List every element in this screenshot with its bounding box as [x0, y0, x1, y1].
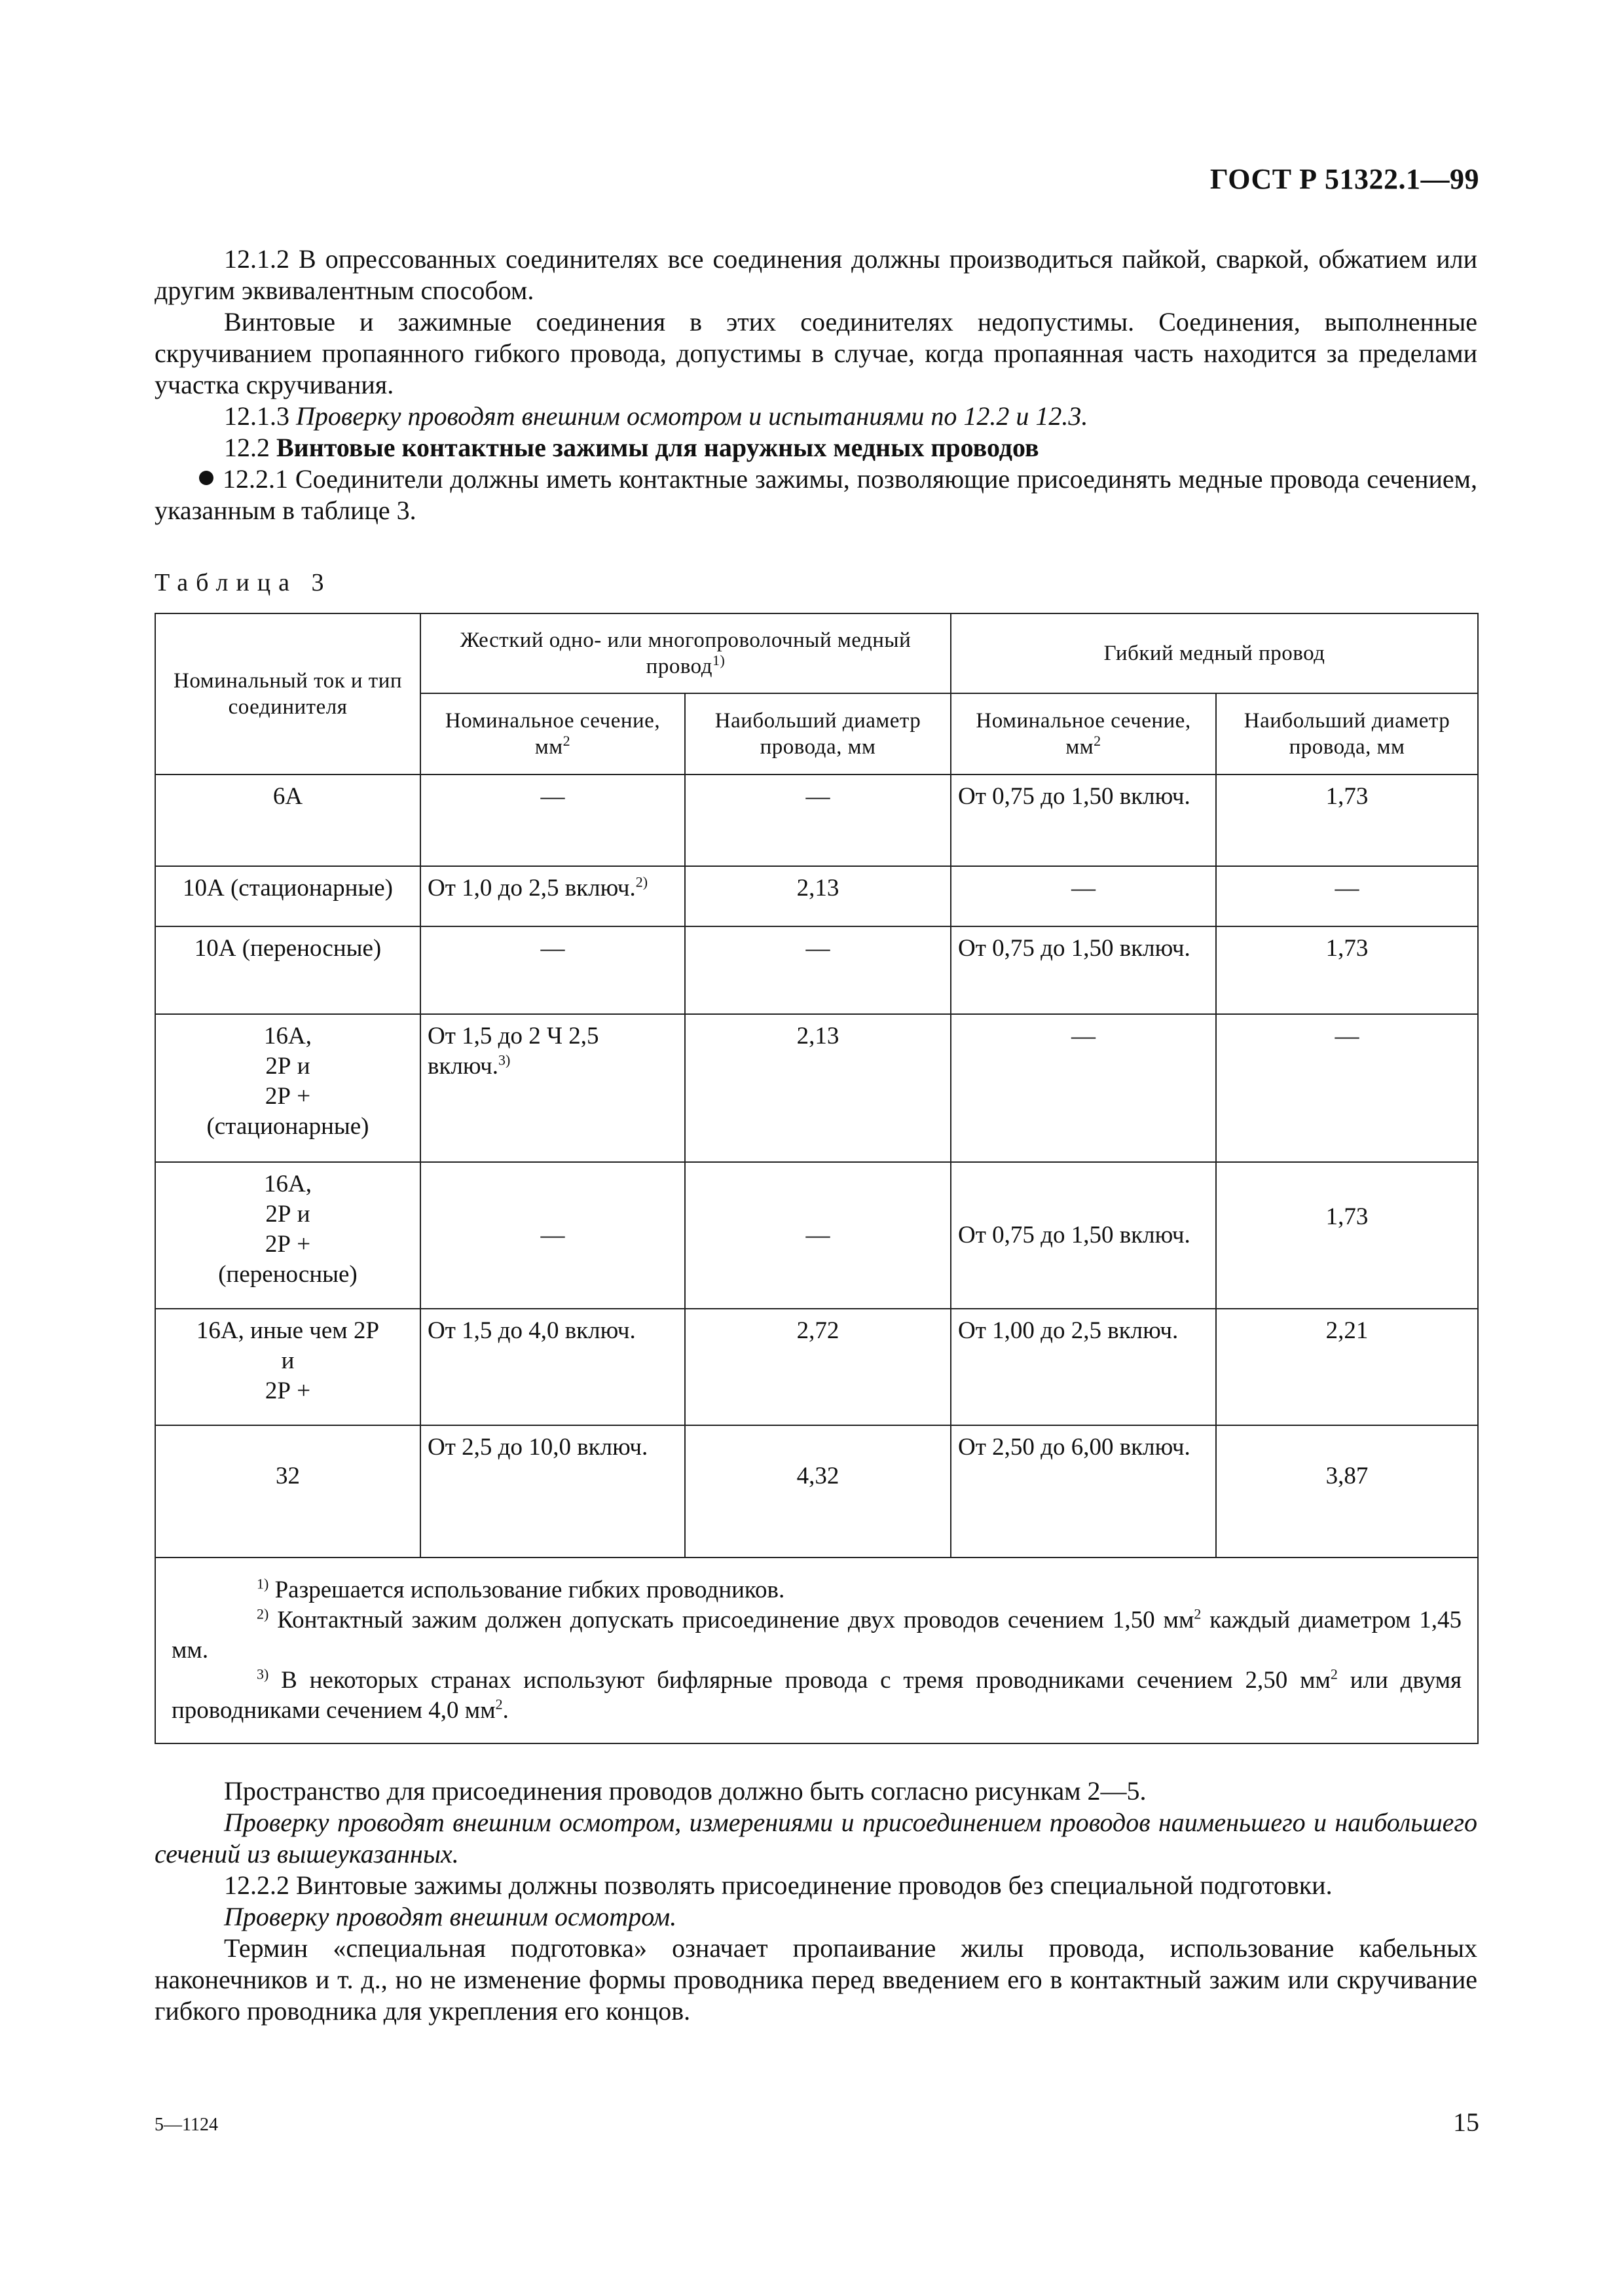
- cell-current-type: 10А (переносные): [155, 926, 420, 1014]
- cell-flexible-diameter: 1,73: [1216, 926, 1478, 1014]
- table-row: [155, 866, 1478, 926]
- clause-number: 12.2: [224, 433, 270, 462]
- cell-current-type: 16А, 2Р и 2Р + (переносные): [155, 1162, 420, 1309]
- paragraph-check-measurement: Проверку проводят внешним осмотром, измерениями и присоединением проводов наименьшего и наибольшего сечений из вышеуказанных.: [155, 1808, 1477, 1868]
- section-text-bottom: [155, 1776, 1477, 2027]
- heading-12-2: [155, 432, 1477, 464]
- document-standard-id: ГОСТ Р 51322.1—99: [1209, 163, 1479, 195]
- table-footnotes-row: [155, 1558, 1478, 1743]
- clause-check-text: Проверку проводят внешним осмотром и испытаниями по 12.2 и 12.3.: [296, 401, 1088, 431]
- paragraph-connection-space: Пространство для присоединения проводов должно быть согласно рисункам 2—5.: [224, 1776, 1147, 1806]
- header-rigid-wire: Жесткий одно- или многопроволочный медный провод$^{1)}$: [420, 613, 951, 693]
- cell-flexible-section: От 0,75 до 1,50 включ.: [951, 1162, 1216, 1309]
- header-rigid-diameter: Наибольший диаметр провода, мм: [685, 693, 951, 774]
- cell-flexible-diameter: 2,21: [1216, 1309, 1478, 1425]
- cell-rigid-section: —: [420, 926, 685, 1014]
- paragraph-12-2-2: 12.2.2 Винтовые зажимы должны позволять присоединение проводов без специальной подготовки.: [224, 1870, 1333, 1900]
- cell-rigid-section: —: [420, 1162, 685, 1309]
- cell-rigid-diameter: 2,13: [685, 866, 951, 926]
- footnote-2: $^{2)}$ Контактный зажим должен допускать присоединение двух проводов сечением 1,50 $мм^2$ каждый диаметром 1,45 мм.: [172, 1605, 1462, 1664]
- cell-rigid-section: —: [420, 774, 685, 866]
- paragraph-12-1-2: 12.1.2 В опрессованных соединителях все соединения должны производиться пайкой, сваркой, обжатием или другим эквивалентным способом.: [155, 244, 1477, 305]
- cell-rigid-diameter: 2,72: [685, 1309, 951, 1425]
- cell-flexible-diameter: 1,73: [1216, 774, 1478, 866]
- cell-flexible-section: От 0,75 до 1,50 включ.: [951, 926, 1216, 1014]
- cell-rigid-section: От 2,5 до 10,0 включ.: [420, 1425, 685, 1558]
- cell-rigid-diameter: —: [685, 926, 951, 1014]
- cell-rigid-section: От 1,5 до 2 Ч 2,5 включ.$^{3)}$: [420, 1014, 685, 1162]
- header-flexible-diameter: Наибольший диаметр провода, мм: [1216, 693, 1478, 774]
- paragraph-12-1-3: [155, 401, 1477, 432]
- paragraph-screw-connections: Винтовые и зажимные соединения в этих соединителях недопустимы. Соединения, выполненные скручиванием пропаянного гибкого провода, допустимы в случае, когда пропаянная часть находится за пределами участка скручивания.: [155, 307, 1477, 399]
- cell-current-type: 16А, 2Р и 2Р + (стационарные): [155, 1014, 420, 1162]
- table-row: [155, 1425, 1478, 1558]
- cell-rigid-diameter: —: [685, 1162, 951, 1309]
- paragraph-special-preparation: Термин «специальная подготовка» означает пропаивание жилы провода, использование кабельных наконечников и т. д., но не изменение формы проводника перед введением его в контактный зажим или скручивание гибкого проводника для укрепления его концов.: [155, 1933, 1477, 2026]
- table-3: [155, 613, 1477, 1744]
- bullet-marker-icon: [199, 471, 213, 485]
- header-flexible-section: Номинальное сечение, $мм^2$: [951, 693, 1216, 774]
- cell-current-type: 16А, иные чем 2Р и 2Р +: [155, 1309, 420, 1425]
- page-number: 15: [1453, 2107, 1479, 2137]
- cell-flexible-diameter: 1,73: [1216, 1162, 1478, 1309]
- table-row: [155, 774, 1478, 866]
- table-caption: Таблица 3: [155, 569, 332, 596]
- table-row: [155, 1162, 1478, 1309]
- cell-rigid-diameter: 4,32: [685, 1425, 951, 1558]
- table-row: [155, 1309, 1478, 1425]
- cell-rigid-diameter: —: [685, 774, 951, 866]
- table-row: [155, 1014, 1478, 1162]
- header-flexible-wire: Гибкий медный провод: [951, 613, 1478, 693]
- cell-current-type: 32: [155, 1425, 420, 1558]
- table-footnotes: [155, 1558, 1478, 1743]
- table-row: [155, 926, 1478, 1014]
- paragraph-12-2-1: 12.2.1 Соединители должны иметь контактные зажимы, позволяющие присоединять медные провода сечением, указанным в таблице 3.: [155, 464, 1477, 525]
- footnote-1: $^{1)}$ Разрешается использование гибких проводников.: [257, 1575, 785, 1603]
- section-text-top: [155, 244, 1477, 526]
- header-rated-current: Номинальный ток и тип соединителя: [155, 613, 420, 774]
- cell-flexible-section: От 2,50 до 6,00 включ.: [951, 1425, 1216, 1558]
- footnote-3: $^{3)}$ В некоторых странах используют бифлярные провода с тремя проводниками сечением 2,50 $мм^2$ или двумя проводниками сечением 4,0 $мм^2$.: [172, 1666, 1462, 1724]
- cell-flexible-diameter: —: [1216, 1014, 1478, 1162]
- cell-current-type: 6А: [155, 774, 420, 866]
- cell-flexible-section: От 1,00 до 2,5 включ.: [951, 1309, 1216, 1425]
- cell-current-type: 10А (стационарные): [155, 866, 420, 926]
- cell-flexible-section: —: [951, 866, 1216, 926]
- wire-section-table: [155, 613, 1479, 1744]
- cell-rigid-section: От 1,5 до 4,0 включ.: [420, 1309, 685, 1425]
- clause-number: 12.1.3: [224, 401, 289, 431]
- cell-rigid-section: От 1,0 до 2,5 включ.$^{2)}$: [420, 866, 685, 926]
- cell-flexible-diameter: —: [1216, 866, 1478, 926]
- footer-print-code: 5—1124: [155, 2115, 218, 2135]
- cell-flexible-diameter: 3,87: [1216, 1425, 1478, 1558]
- paragraph-check-visual: Проверку проводят внешним осмотром.: [224, 1902, 677, 1931]
- clause-heading-text: Винтовые контактные зажимы для наружных медных проводов: [276, 433, 1039, 462]
- cell-flexible-section: —: [951, 1014, 1216, 1162]
- cell-rigid-diameter: 2,13: [685, 1014, 951, 1162]
- header-rigid-section: Номинальное сечение, $мм^2$: [420, 693, 685, 774]
- cell-flexible-section: От 0,75 до 1,50 включ.: [951, 774, 1216, 866]
